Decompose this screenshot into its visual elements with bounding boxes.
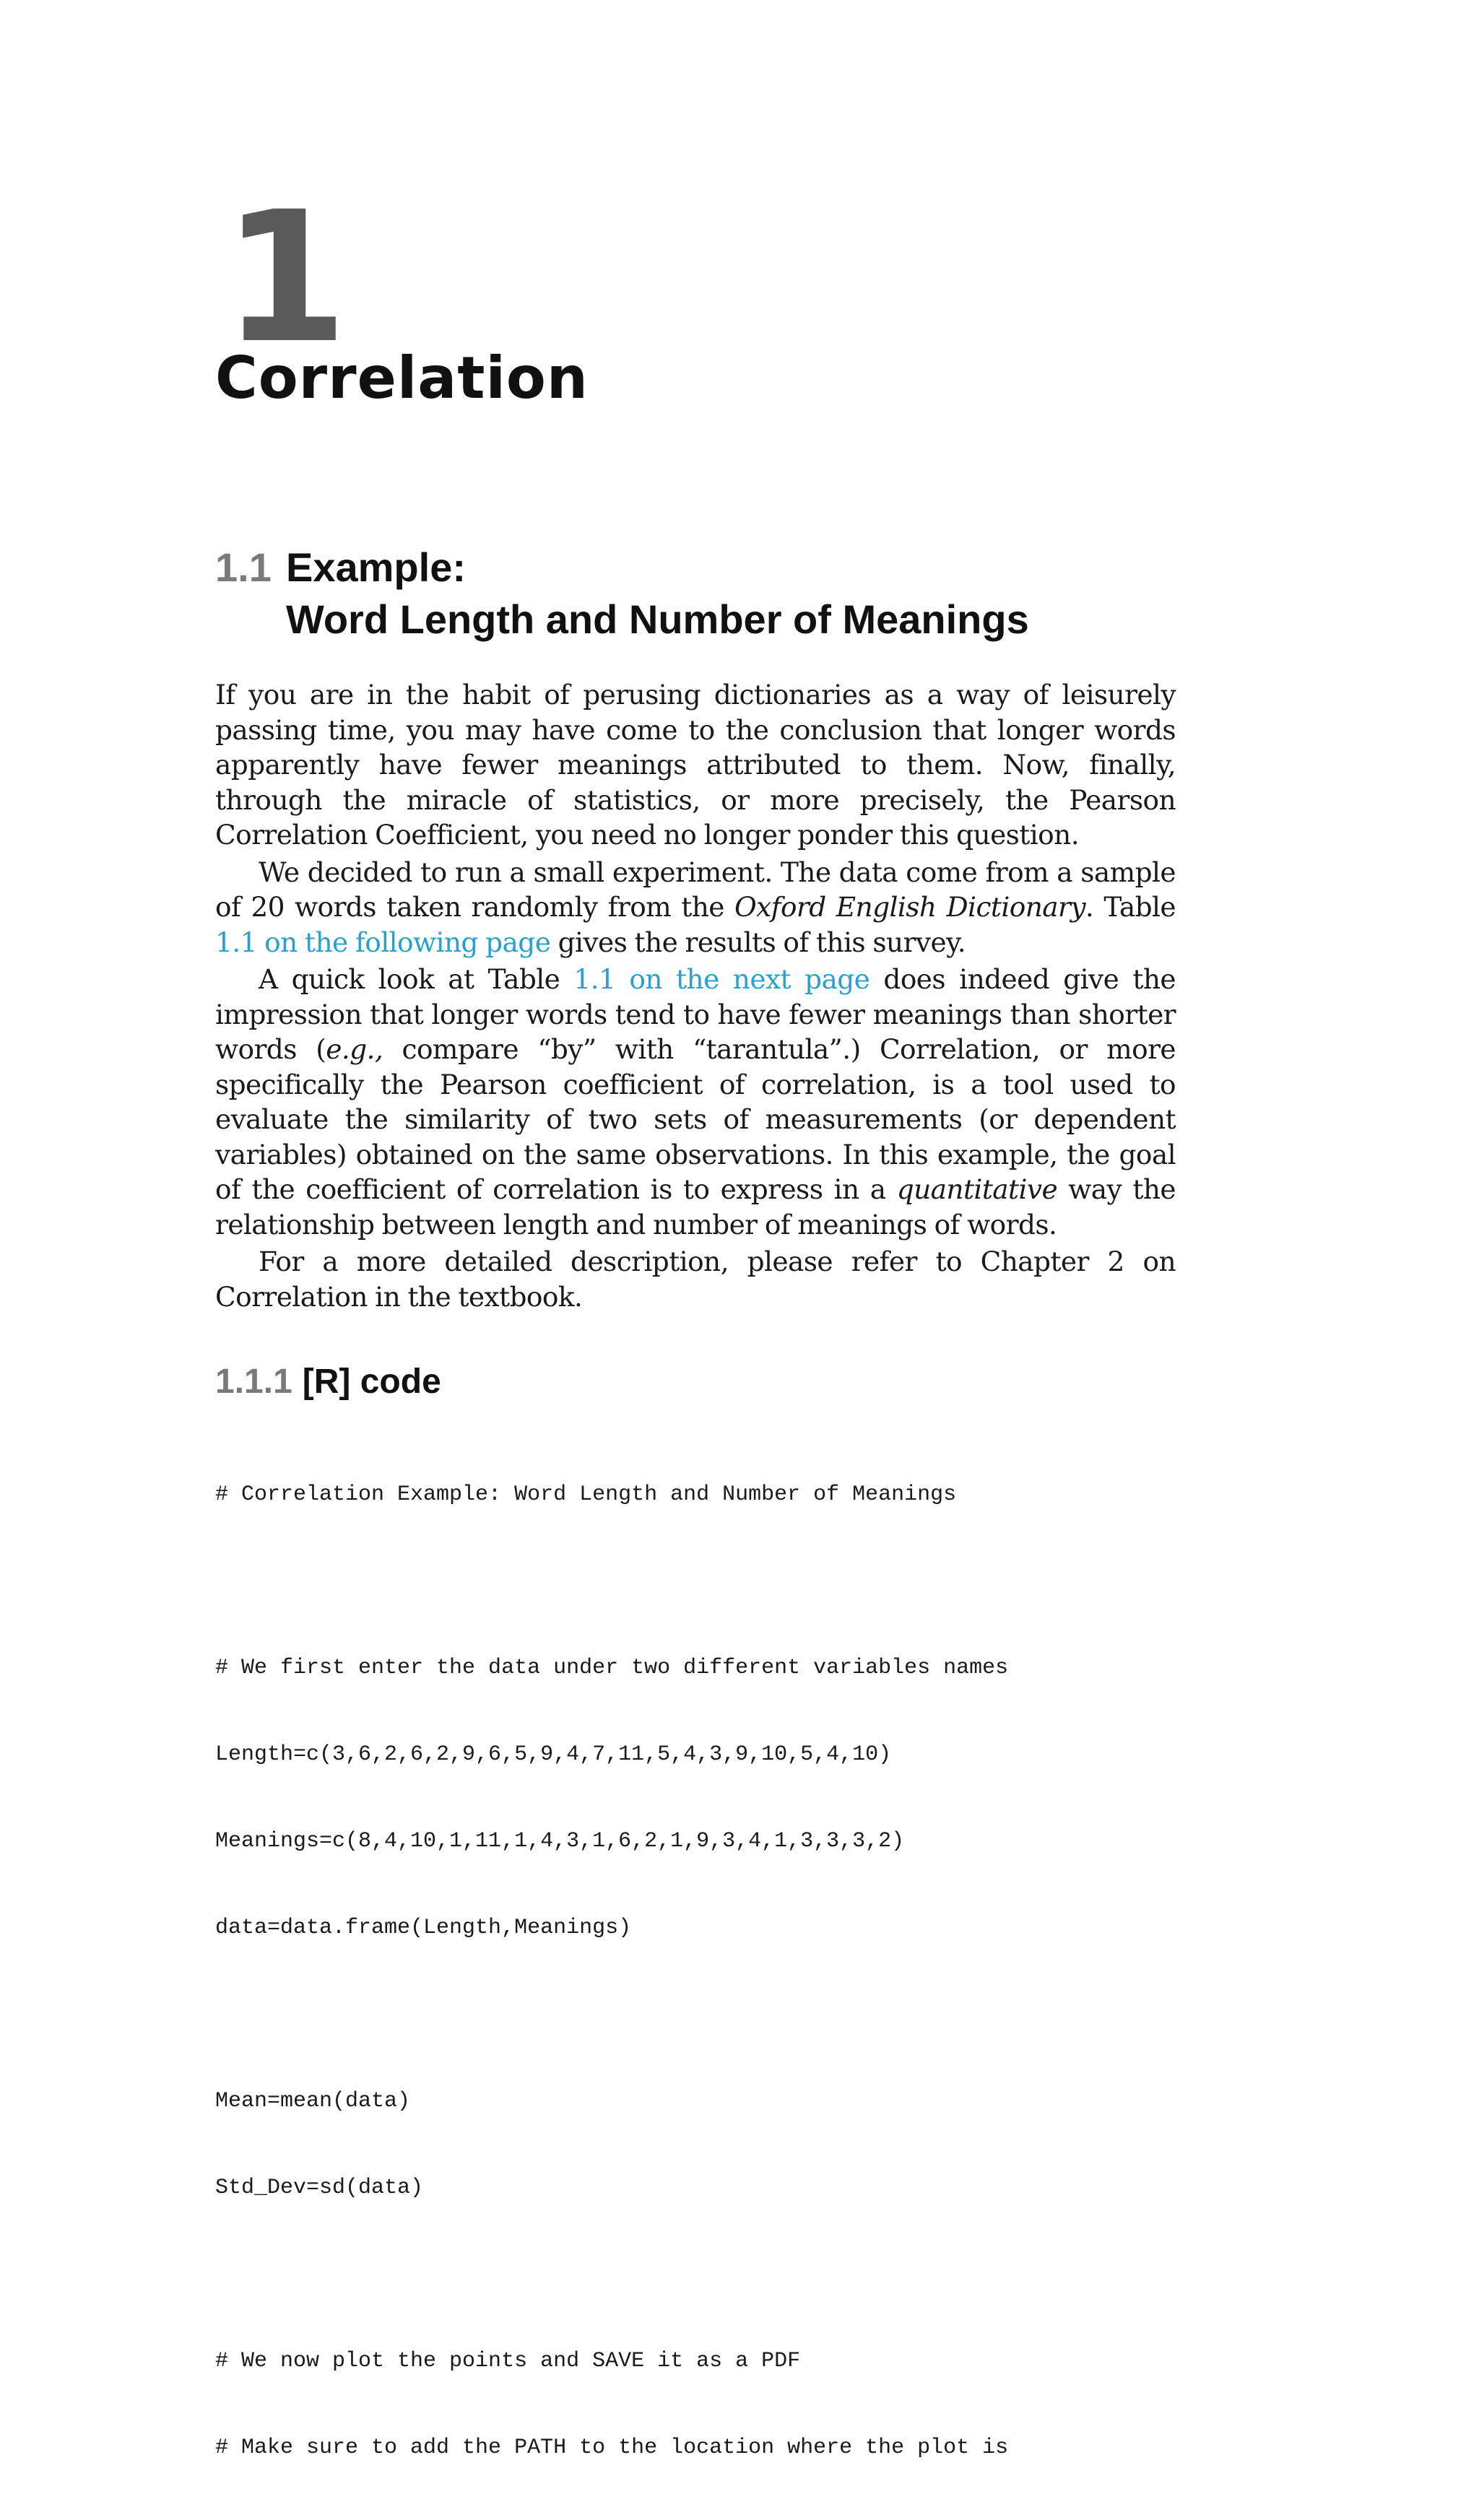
section-title-line1: Example:: [286, 544, 466, 590]
code-line: Meanings=c(8,4,10,1,11,1,4,3,1,6,2,1,9,3,4,1,3,3,3,2): [215, 1829, 905, 1854]
body-text: [215, 677, 1176, 1316]
paragraph-2-text-c: gives the results of this survey.: [550, 926, 966, 958]
paragraph-2-text-a: We decided to run a small experiment. The data come from a sample of 20 words taken randomly from the: [215, 856, 1176, 923]
table-reference-link[interactable]: 1.1 on the following page: [215, 926, 551, 958]
code-line: Mean=mean(data): [215, 2089, 411, 2113]
code-line: # Correlation Example: Word Length and Number of Meanings: [215, 1482, 957, 1507]
code-line: [215, 1567, 1226, 1596]
paragraph-3-text-b: does indeed give the impression that longer words tend to have fewer meanings than shorter words (: [215, 963, 1176, 1065]
subsection-title: [R] code: [302, 1363, 441, 1401]
paragraph-2: [215, 855, 1176, 960]
chapter-title: Correlation: [215, 344, 589, 412]
code-line: data=data.frame(Length,Meanings): [215, 1916, 632, 1940]
code-line: Length=c(3,6,2,6,2,9,6,5,9,4,7,11,5,4,3,9,10,5,4,10): [215, 1742, 892, 1767]
r-code-block: [215, 1422, 1226, 2520]
subsection-heading: [215, 1360, 441, 1404]
code-line: # Make sure to add the PATH to the location where the plot is: [215, 2436, 1009, 2460]
paragraph-3-text-d: way the relationship between length and number of meanings of words.: [215, 1173, 1176, 1241]
subsection-number: 1.1.1: [215, 1363, 292, 1401]
paragraph-3-text-c: compare “by” with “tarantula”.) Correlation, or more specifically the Pearson coefficient of correlation, is a tool used to evaluate the similarity of two sets of measurements (or dependent variables) obtained on the same observations. In this example, the goal of the coefficient of correlation is to express in a: [215, 1033, 1176, 1205]
paragraph-4: For a more detailed description, please refer to Chapter 2 on Correlation in the textbook.: [215, 1246, 1176, 1313]
chapter-number: 1: [222, 173, 344, 383]
paragraph-3-italic-eg: e.g.,: [326, 1033, 383, 1065]
code-line: [215, 2000, 1226, 2029]
code-line: # We now plot the points and SAVE it as a PDF: [215, 2349, 801, 2373]
paragraph-2-text-b: . Table: [1085, 891, 1176, 923]
code-line: [215, 2260, 1226, 2289]
code-line: Std_Dev=sd(data): [215, 2176, 424, 2200]
code-line: # We first enter the data under two different variables names: [215, 1656, 1009, 1680]
section-number: 1.1: [215, 544, 272, 590]
paragraph-3-italic-quantitative: quantitative: [896, 1173, 1058, 1205]
dictionary-title: Oxford English Dictionary: [734, 891, 1085, 923]
section-heading: [215, 542, 1226, 646]
paragraph-3: [215, 962, 1176, 1242]
paragraph-1: If you are in the habit of perusing dictionaries as a way of leisurely passing time, you may have come to the conclusion that longer words apparently have fewer meanings attributed to them. Now, finally, through the miracle of statistics, or more precisely, the Pearson Correlation Coefficient, you need no longer ponder this question.: [215, 679, 1176, 851]
table-reference-link-2[interactable]: 1.1 on the next page: [573, 963, 870, 995]
paragraph-3-text-a: A quick look at Table: [259, 963, 574, 995]
section-title-line2: Word Length and Number of Meanings: [286, 596, 1029, 642]
